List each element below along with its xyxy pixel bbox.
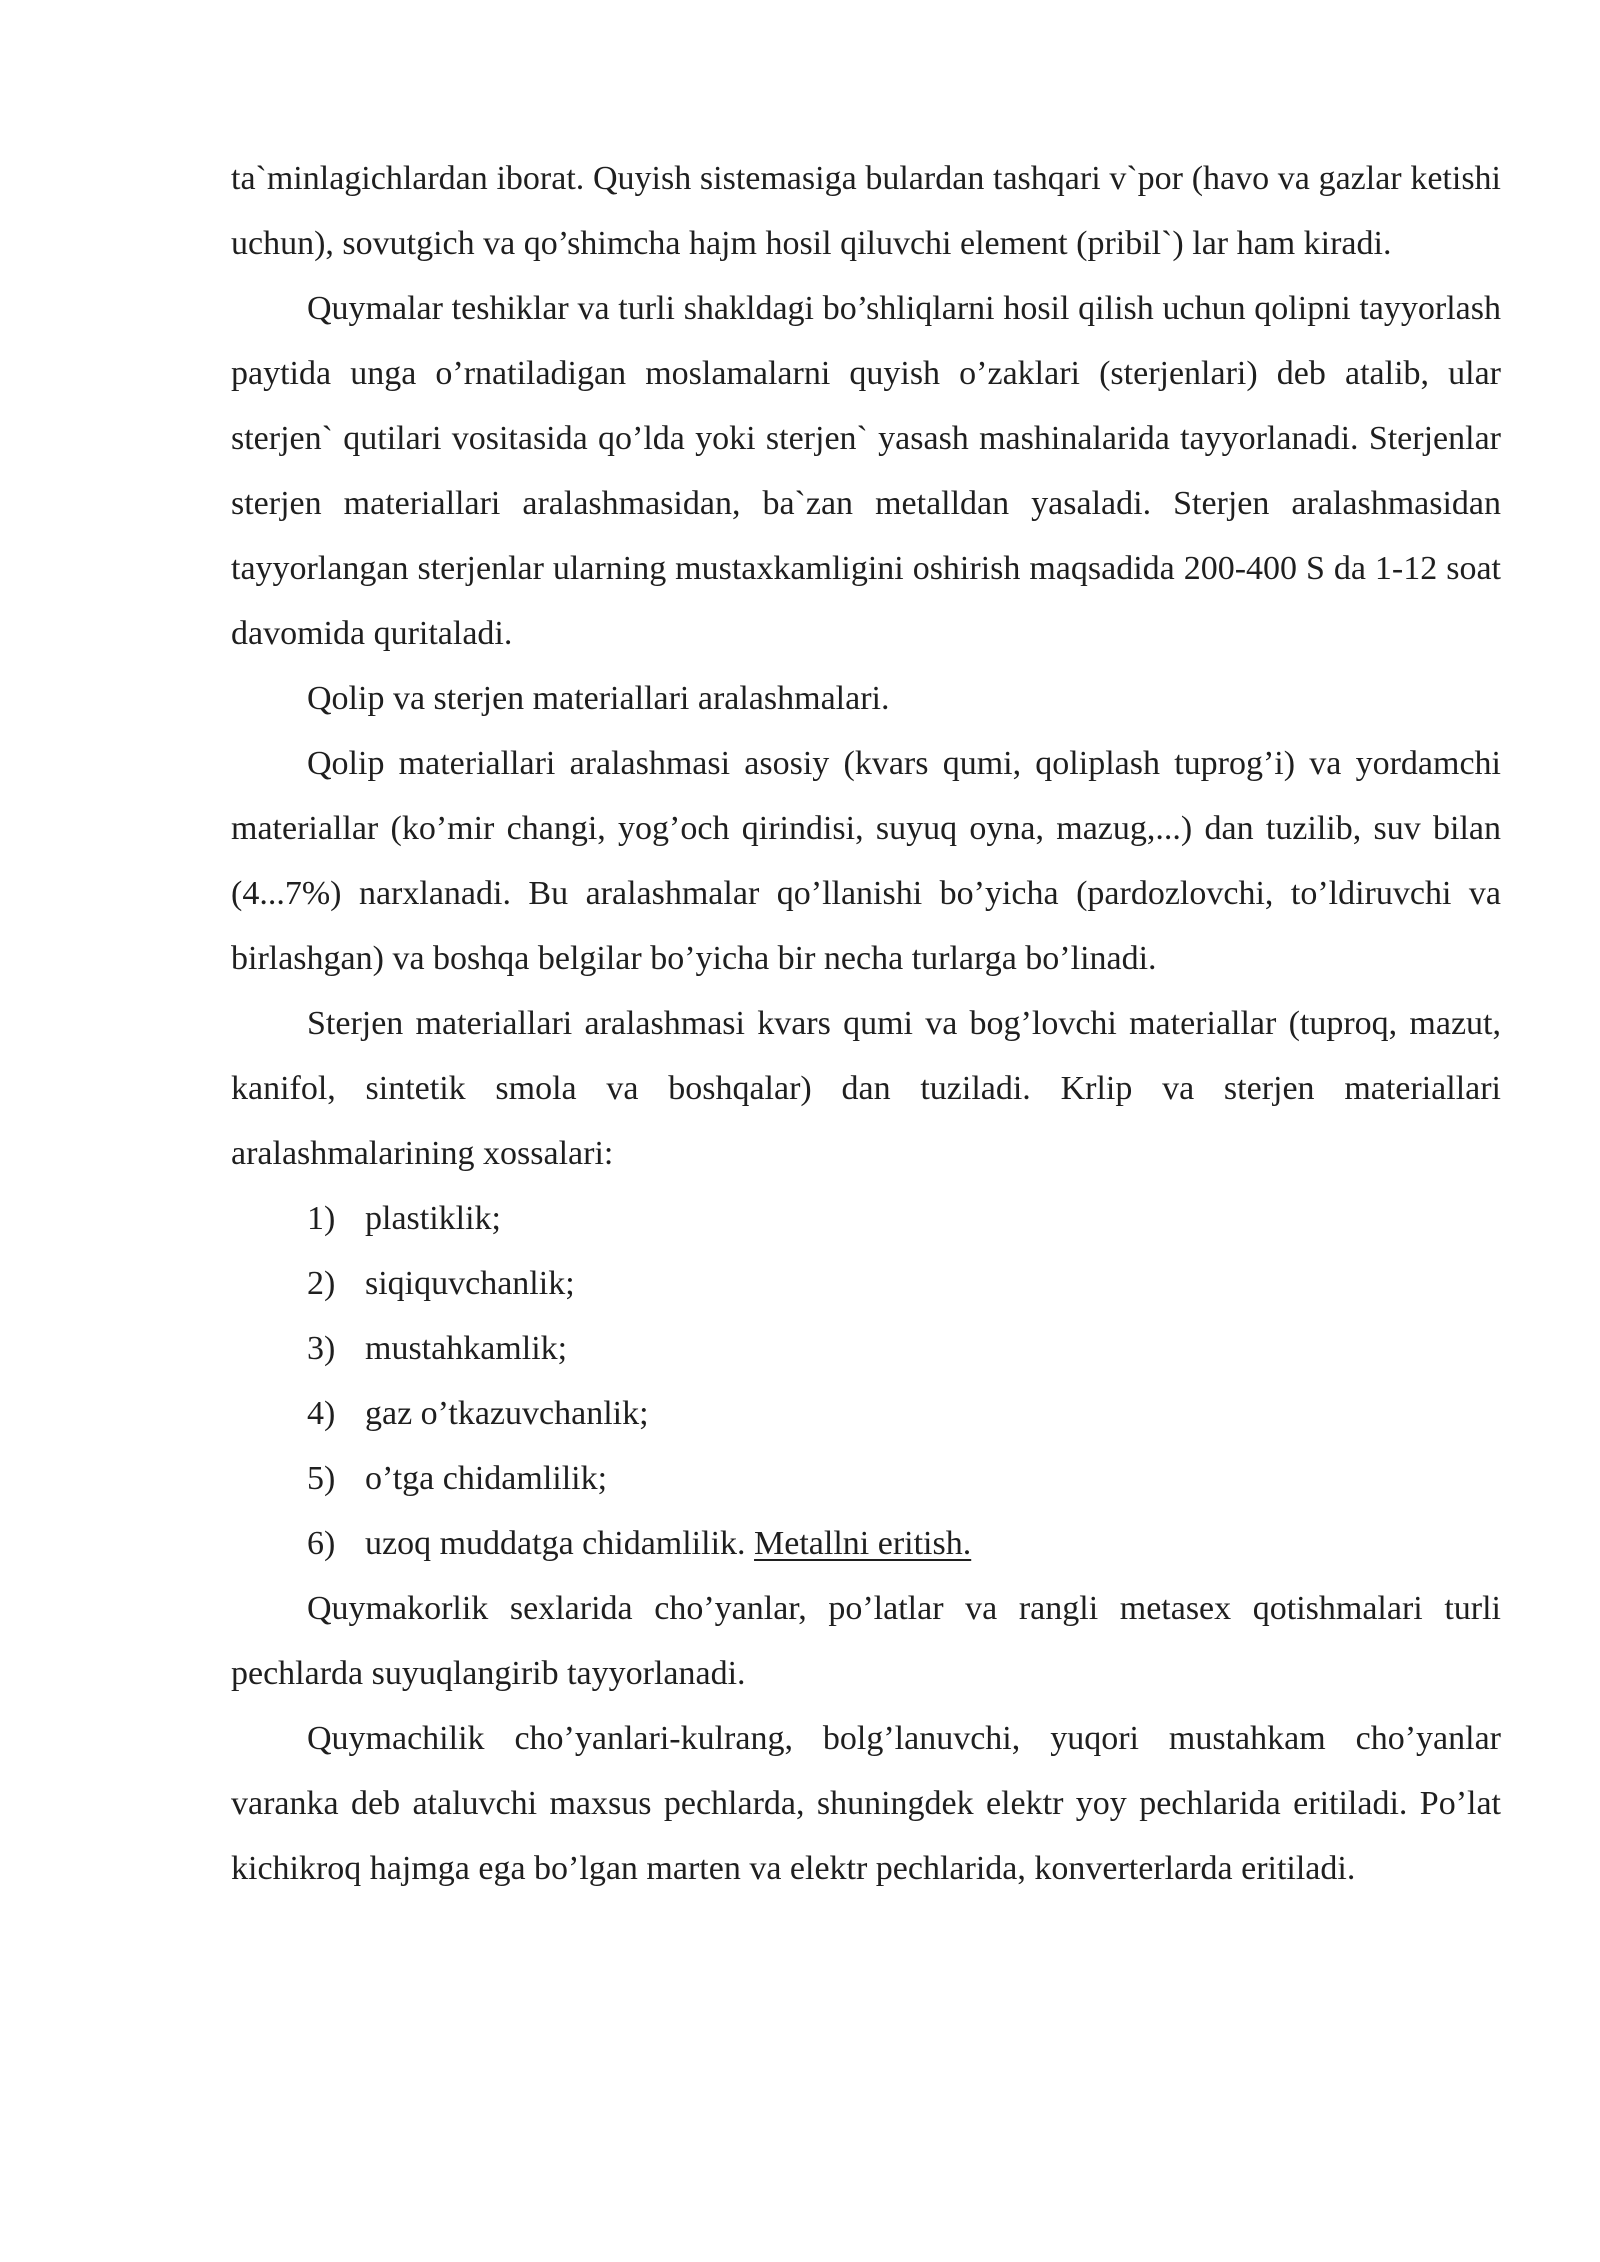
list-text: gaz o’tkazuvchanlik; — [365, 1395, 649, 1432]
list-text: o’tga chidamlilik; — [365, 1460, 608, 1497]
paragraph-core-mixture: Sterjen materiallari aralashmasi kvars qumi va bog’lovchi materiallar (tuproq, mazut, kanifol, sintetik smola va boshqalar) dan tuziladi. Krlip va sterjen materiallari aralashmalarining xossalari: — [231, 1005, 1501, 1172]
metal-melting-link[interactable]: Metallni eritish. — [754, 1525, 972, 1562]
document-page — [231, 146, 1501, 1901]
list-number: 2) — [307, 1265, 336, 1302]
list-text: mustahkamlik; — [365, 1330, 568, 1367]
list-item — [231, 1186, 1501, 1251]
paragraph-foundry-shops: Quymakorlik sexlarida cho’yanlar, po’latlar va rangli metasex qotishmalari turli pechlarda suyuqlangirib tayyorlanadi. — [231, 1590, 1501, 1692]
list-item — [231, 1251, 1501, 1316]
section-heading: Qolip va sterjen materiallari aralashmalari. — [307, 680, 890, 717]
paragraph-mold-mixture: Qolip materiallari aralashmasi asosiy (kvars qumi, qoliplash tuprog’i) va yordamchi materiallar (ko’mir changi, yog’och qirindisi, suyuq oyna, mazug,...) dan tuzilib, suv bilan (4...7%) narxlanadi. Bu aralashmalar qo’llanishi bo’yicha (pardozlovchi, to’ldiruvchi va birlashgan) va boshqa belgilar bo’yicha bir necha turlarga bo’linadi. — [231, 745, 1501, 977]
list-number: 1) — [307, 1200, 336, 1237]
list-item — [231, 1381, 1501, 1446]
list-item — [231, 1316, 1501, 1381]
list-number: 5) — [307, 1460, 336, 1497]
list-number: 4) — [307, 1395, 336, 1432]
properties-list — [231, 1186, 1501, 1576]
paragraph-cores: Quymalar teshiklar va turli shakldagi bo’shliqlarni hosil qilish uchun qolipni tayyorlash paytida unga o’rnatiladigan moslamalarni quyish o’zaklari (sterjenlari) deb atalib, ular sterjen` qutilari vositasida qo’lda yoki sterjen` yasash mashinalarida tayyorlanadi. Sterjenlar sterjen materiallari aralashmasidan, ba`zan metalldan yasaladi. Sterjen aralashmasidan tayyorlangan sterjenlar ularning mustaxkamligini oshirish maqsadida 200-400 S da 1-12 soat davomida quritaladi. — [231, 290, 1501, 652]
list-text: siqiquvchanlik; — [365, 1265, 575, 1302]
list-number: 3) — [307, 1330, 336, 1367]
list-item — [231, 1446, 1501, 1511]
list-item — [231, 1511, 1501, 1576]
list-text: uzoq muddatga chidamlilik. — [365, 1525, 755, 1562]
paragraph-cast-iron: Quymachilik cho’yanlari-kulrang, bolg’lanuvchi, yuqori mustahkam cho’yanlar varanka deb ataluvchi maxsus pechlarda, shuningdek elektr yoy pechlarida eritiladi. Po’lat kichikroq hajmga ega bo’lgan marten va elektr pechlarida, konverterlarda eritiladi. — [231, 1720, 1501, 1887]
paragraph-continuation: ta`minlagichlardan iborat. Quyish sistemasiga bulardan tashqari v`por (havo va gazlar ketishi uchun), sovutgich va qo’shimcha hajm hosil qiluvchi element (pribil`) lar ham kiradi. — [231, 160, 1501, 262]
list-text: plastiklik; — [365, 1200, 501, 1237]
list-number: 6) — [307, 1525, 336, 1562]
